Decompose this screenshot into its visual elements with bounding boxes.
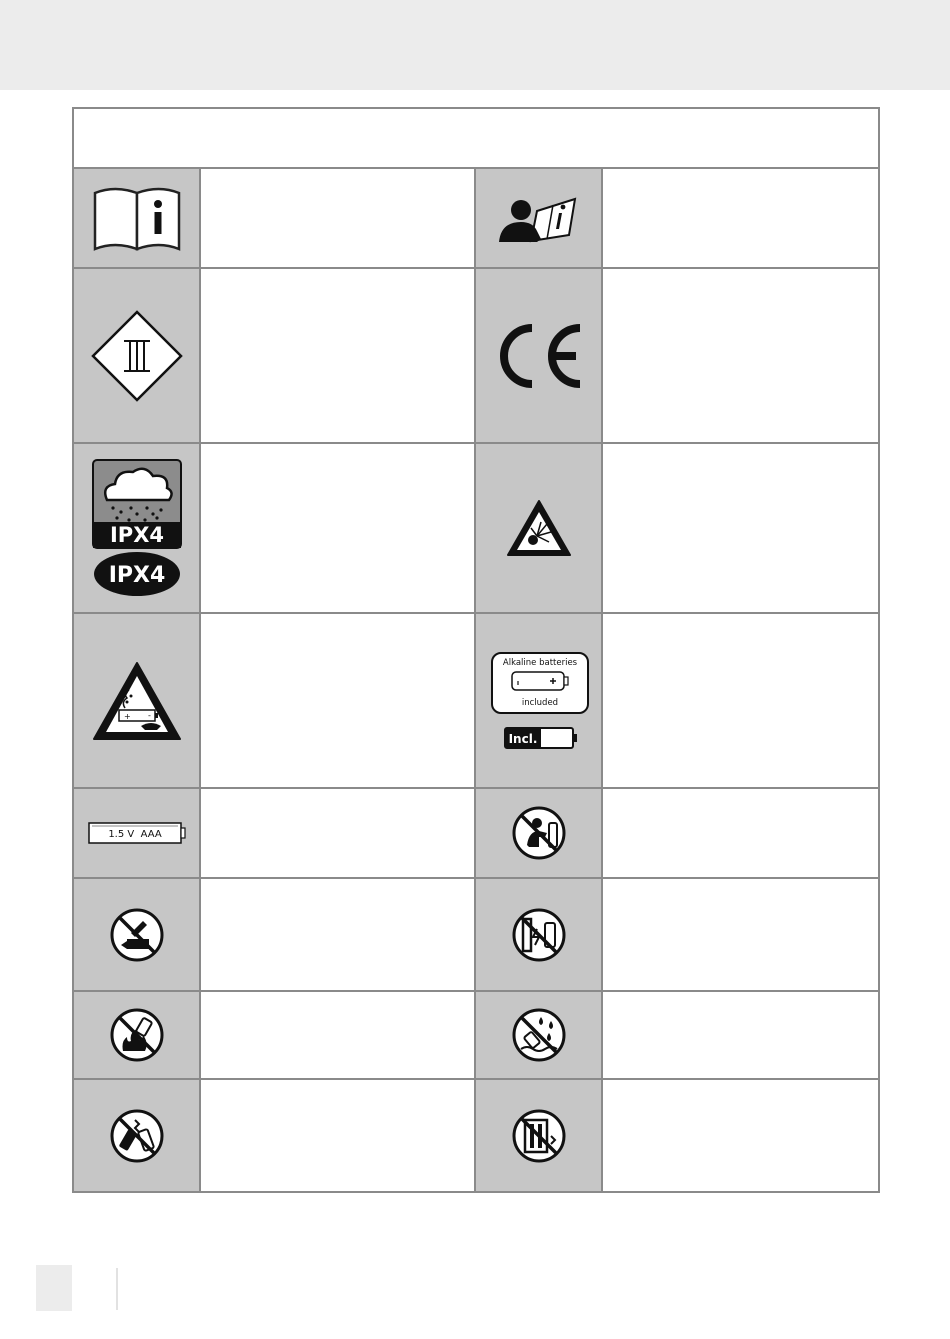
icon-cell [475, 443, 602, 613]
battery-plus-label: + [123, 711, 131, 721]
ce-conformity-icon [492, 323, 586, 389]
description-cell [602, 268, 879, 443]
battery-acid-warning-icon [91, 660, 183, 742]
icon-cell [73, 268, 200, 443]
included-label: included [521, 697, 558, 708]
icon-cell [475, 1079, 602, 1192]
ipx4-splash-proof-icon [91, 458, 183, 598]
symbols-table [72, 107, 880, 1193]
do-not-disassemble-icon [109, 907, 165, 963]
ipx4-label-top: IPX4 [109, 523, 164, 547]
icon-cell [475, 613, 602, 788]
icon-cell [73, 613, 200, 788]
header-band [0, 0, 950, 90]
description-cell [200, 788, 475, 878]
incl-label: Incl. [508, 731, 537, 746]
description-cell [602, 168, 879, 268]
description-cell [200, 878, 475, 991]
icon-cell [73, 168, 200, 268]
footer-divider [116, 1268, 118, 1310]
description-cell [602, 991, 879, 1079]
page-number-box [36, 1265, 72, 1311]
do-not-short-circuit-icon [511, 907, 567, 963]
table-header-cell [73, 108, 879, 168]
alkaline-batteries-included-icon [489, 651, 589, 751]
description-cell [200, 613, 475, 788]
description-cell [602, 613, 879, 788]
description-cell [602, 443, 879, 613]
icon-cell [475, 878, 602, 991]
protection-class-iii-icon [90, 309, 184, 403]
description-cell [602, 1079, 879, 1192]
icon-cell [73, 788, 200, 878]
description-cell [602, 878, 879, 991]
icon-cell [475, 991, 602, 1079]
alkaline-batteries-label: Alkaline batteries [502, 657, 577, 668]
do-not-recharge-icon [511, 1108, 567, 1164]
description-cell [602, 788, 879, 878]
open-book-info-icon [91, 185, 183, 251]
icon-cell [475, 788, 602, 878]
description-cell [200, 1079, 475, 1192]
description-cell [200, 168, 475, 268]
description-cell [200, 443, 475, 613]
icon-cell [475, 168, 602, 268]
explosion-warning-icon [505, 498, 573, 558]
icon-cell [73, 991, 200, 1079]
description-cell [200, 991, 475, 1079]
battery-minus-label: - [147, 710, 151, 720]
do-not-throw-in-fire-icon [109, 1007, 165, 1063]
battery-1-5v-aaa-icon [87, 821, 187, 845]
icon-cell [73, 1079, 200, 1192]
ipx4-label-bottom: IPX4 [108, 563, 165, 588]
icon-cell [73, 443, 200, 613]
description-cell [200, 268, 475, 443]
battery-type-label: 1.5 V AAA [107, 829, 162, 840]
do-not-immerse-in-water-icon [511, 1007, 567, 1063]
do-not-mix-batteries-icon [109, 1108, 165, 1164]
icon-cell [475, 268, 602, 443]
icon-cell [73, 878, 200, 991]
person-reading-instructions-icon [497, 193, 581, 243]
keep-away-from-children-icon [511, 805, 567, 861]
